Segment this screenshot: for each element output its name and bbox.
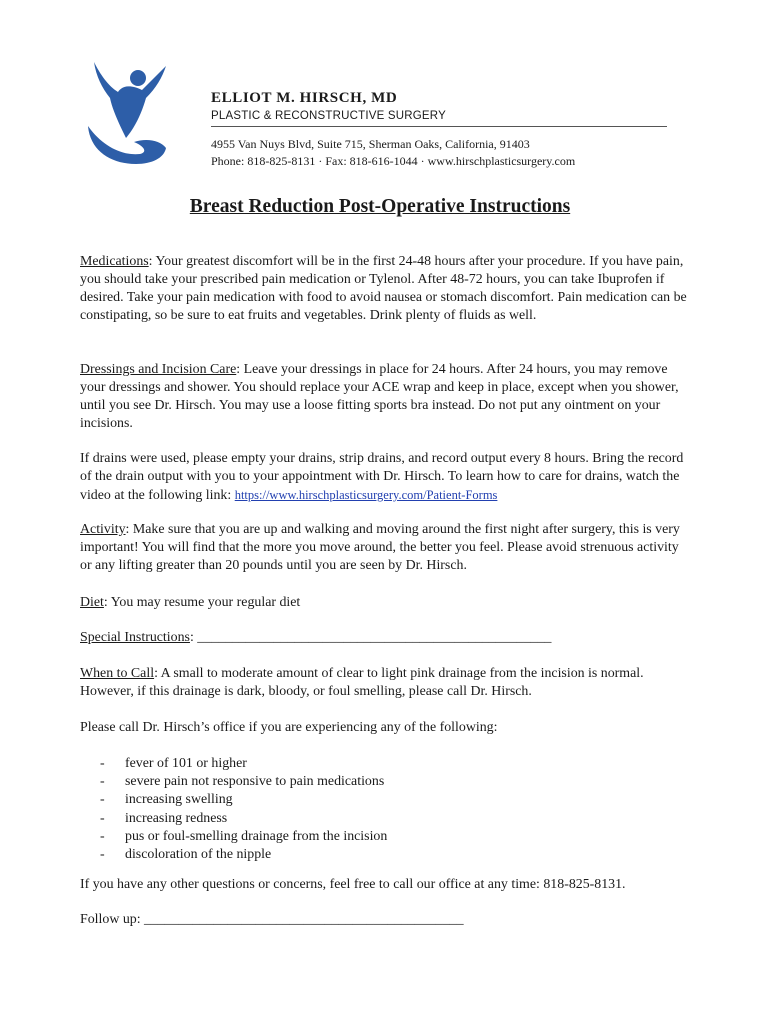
list-item: - increasing redness xyxy=(100,810,387,828)
symptom-text: fever of 101 or higher xyxy=(125,756,247,771)
symptom-text: discoloration of the nipple xyxy=(125,847,272,863)
follow-up-line: Follow up: ______________________________________________ xyxy=(80,912,464,927)
special-instructions-heading: Special Instructions xyxy=(80,630,190,645)
diet-section xyxy=(80,594,300,612)
document-title: Breast Reduction Post-Operative Instructions xyxy=(189,196,571,217)
drains-section xyxy=(80,450,692,505)
activity-text: : Make sure that you are up and walking and moving around the first night after surgery, this is very important! You will find that the more you move around, the better you feel. Please avoid strenuous activity or any lifting greater than 20 pounds until you are seen by Dr. Hirsch. xyxy=(80,522,680,573)
diet-heading: Diet xyxy=(80,595,104,610)
figure-in-hand-logo xyxy=(86,60,170,168)
dressings-heading: Dressings and Incision Care xyxy=(80,362,237,377)
dressings-section xyxy=(80,361,692,433)
when-to-call-text: : A small to moderate amount of clear to light pink drainage from the incision is normal. However, if this drainage is dark, bloody, or foul smelling, please call Dr. Hirsch. xyxy=(80,666,644,699)
letterhead xyxy=(211,89,667,170)
doctor-name: ELLIOT M. HIRSCH, MD xyxy=(211,90,398,106)
activity-section xyxy=(80,521,692,575)
questions-line: If you have any other questions or concerns, feel free to call our office at any time: 818-825-8131. xyxy=(80,877,626,892)
when-to-call-heading: When to Call xyxy=(80,666,155,681)
symptom-list xyxy=(100,755,387,864)
dressings-text: : Leave your dressings in place for 24 hours. After 24 hours, you may remove your dressings and shower. You should replace your ACE wrap and keep in place, except when you shower, until you see Dr. Hirsch. You may use a loose fitting sports bra instead. Do not put any ointment on your incisions. xyxy=(80,362,679,431)
medications-section xyxy=(80,253,692,325)
symptom-text: pus or foul-smelling drainage from the incision xyxy=(125,828,388,844)
symptom-text: increasing redness xyxy=(125,810,228,826)
diet-text: : You may resume your regular diet xyxy=(103,595,301,610)
symptom-text: severe pain not responsive to pain medications xyxy=(125,774,385,790)
patient-forms-link[interactable]: https://www.hirschplasticsurgery.com/Patient-Forms xyxy=(234,488,498,502)
specialty: PLASTIC & RECONSTRUCTIVE SURGERY xyxy=(211,108,667,127)
medications-text: : Your greatest discomfort will be in the first 24-48 hours after your procedure. If you have pain, you should take your prescribed pain medication or Tylenol. After 48-72 hours, you can take Ibuprofen if desired. Take your pain medication with food to avoid nausea or stomach discomfort. Pain medication can be constipating, so be sure to eat fruits and vegetables. Drink plenty of fluids as well. xyxy=(80,254,687,323)
list-item: - increasing swelling xyxy=(100,791,387,809)
special-instructions-section xyxy=(80,629,552,647)
drains-text: If drains were used, please empty your drains, strip drains, and record output every 8 hours. Bring the record of the drain output with you to your appointment with Dr. Hirsch. To learn how to care for drains, watch the video at the following link: xyxy=(80,451,684,503)
contact-line: Phone: 818-825-8131 · Fax: 818-616-1044 · www.hirschplasticsurgery.com xyxy=(211,154,576,168)
call-intro: Please call Dr. Hirsch’s office if you are experiencing any of the following: xyxy=(80,720,498,735)
practice-address: 4955 Van Nuys Blvd, Suite 715, Sherman Oaks, California, 91403 xyxy=(211,137,530,151)
when-to-call-section xyxy=(80,665,692,701)
special-instructions-blank: : ___________________________________________________ xyxy=(189,630,552,645)
list-item: - severe pain not responsive to pain medications xyxy=(100,773,387,791)
list-item: - fever of 101 or higher xyxy=(100,755,387,773)
list-item: - pus or foul-smelling drainage from the incision xyxy=(100,828,387,846)
symptom-text: increasing swelling xyxy=(125,792,233,808)
medications-heading: Medications xyxy=(80,254,149,269)
activity-heading: Activity xyxy=(80,522,126,537)
list-item: - discoloration of the nipple xyxy=(100,846,387,864)
